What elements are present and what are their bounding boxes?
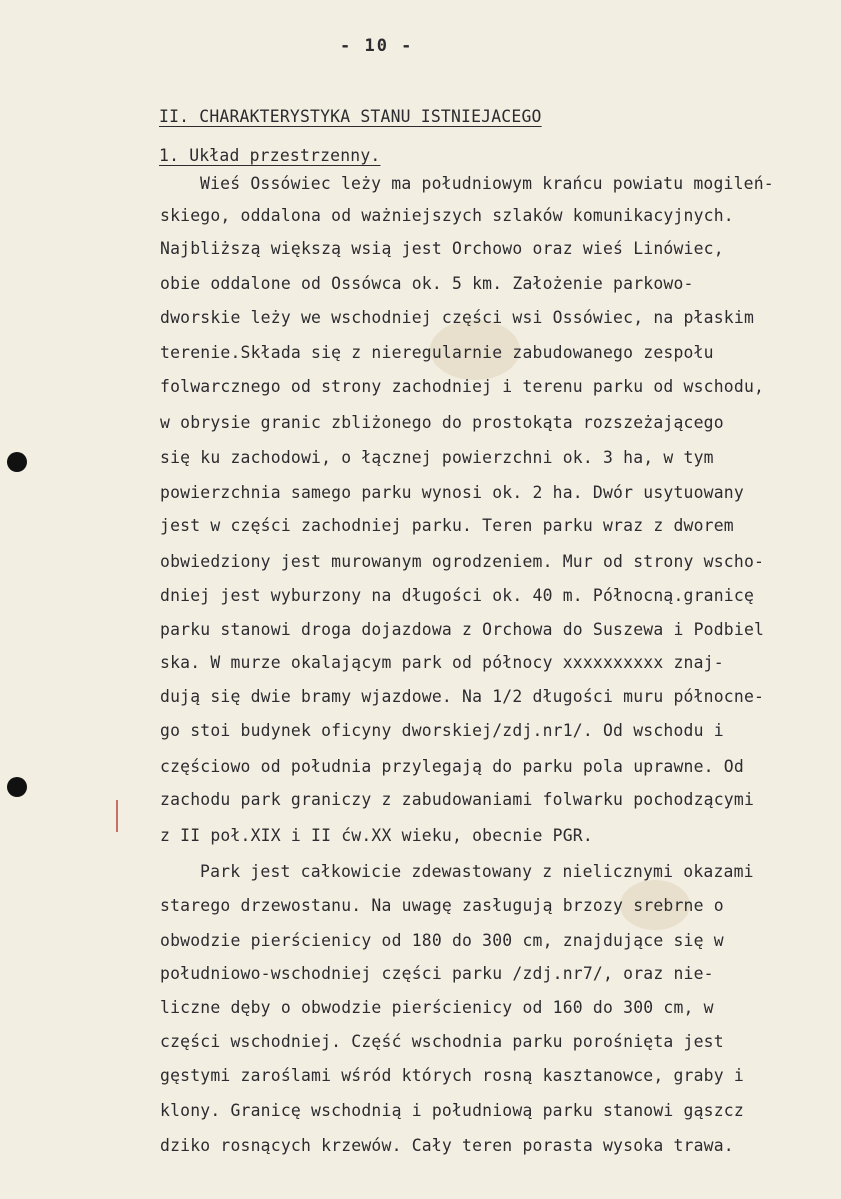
text-line: ska. W murze okalającym park od północy xxxxxxxxxx znaj- xyxy=(160,653,724,672)
text-line: klony. Granicę wschodnią i południową parku stanowi gąszcz xyxy=(160,1101,744,1120)
text-line: z II poł.XIX i II ćw.XX wieku, obecnie PGR. xyxy=(160,826,593,845)
text-line: dworskie leży we wschodniej części wsi Ossówiec, na płaskim xyxy=(160,308,755,327)
text-line: powierzchnia samego parku wynosi ok. 2 ha. Dwór usytuowany xyxy=(160,483,744,502)
text-line: w obrysie granic zbliżonego do prostokąta rozszeżającego xyxy=(160,413,724,432)
text-line: obie oddalone od Ossówca ok. 5 km. Założenie parkowo- xyxy=(160,274,694,293)
text-line: go stoi budynek oficyny dworskiej/zdj.nr1/. Od wschodu i xyxy=(160,721,724,740)
page-number: - 10 - xyxy=(340,36,414,56)
text-line: części wschodniej. Część wschodnia parku porośnięta jest xyxy=(160,1032,724,1051)
text-line: dują się dwie bramy wjazdowe. Na 1/2 długości muru północne- xyxy=(160,687,765,706)
section-heading: II. CHARAKTERYSTYKA STANU ISTNIEJACEGO xyxy=(159,107,542,126)
text-line: Najbliższą większą wsią jest Orchowo oraz wieś Linówiec, xyxy=(160,239,724,258)
text-line: skiego, oddalona od ważniejszych szlaków komunikacyjnych. xyxy=(160,206,734,225)
text-line: obwiedziony jest murowanym ogrodzeniem. Mur od strony wscho- xyxy=(160,552,765,571)
margin-mark xyxy=(116,800,118,832)
text-line: starego drzewostanu. Na uwagę zasługują brzozy srebrne o xyxy=(160,896,724,915)
text-line: się ku zachodowi, o łącznej powierzchni ok. 3 ha, w tym xyxy=(160,448,714,467)
text-line: gęstymi zaroślami wśród których rosną kasztanowce, graby i xyxy=(160,1066,744,1085)
punch-hole xyxy=(7,452,27,472)
subsection-heading: 1. Układ przestrzenny. xyxy=(159,146,381,165)
text-line: południowo-wschodniej części parku /zdj.nr7/, oraz nie- xyxy=(160,964,714,983)
text-line: dziko rosnących krzewów. Cały teren porasta wysoka trawa. xyxy=(160,1136,734,1155)
text-line: częściowo od południa przylegają do parku pola uprawne. Od xyxy=(160,757,744,776)
text-line: liczne dęby o obwodzie pierścienicy od 160 do 300 cm, w xyxy=(160,998,714,1017)
text-line: Wieś Ossówiec leży ma południowym krańcu powiatu mogileń- xyxy=(200,174,774,193)
text-line: zachodu park graniczy z zabudowaniami folwarku pochodzącymi xyxy=(160,790,755,809)
text-line: jest w części zachodniej parku. Teren parku wraz z dworem xyxy=(160,516,734,535)
text-line: obwodzie pierścienicy od 180 do 300 cm, znajdujące się w xyxy=(160,931,724,950)
text-line: terenie.Składa się z nieregularnie zabudowanego zespołu xyxy=(160,343,714,362)
text-line: folwarcznego od strony zachodniej i terenu parku od wschodu, xyxy=(160,377,765,396)
text-line: Park jest całkowicie zdewastowany z nielicznymi okazami xyxy=(200,862,754,881)
text-line: dniej jest wyburzony na długości ok. 40 m. Północną.granicę xyxy=(160,586,755,605)
punch-hole xyxy=(7,777,27,797)
text-line: parku stanowi droga dojazdowa z Orchowa do Suszewa i Podbiel xyxy=(160,620,765,639)
